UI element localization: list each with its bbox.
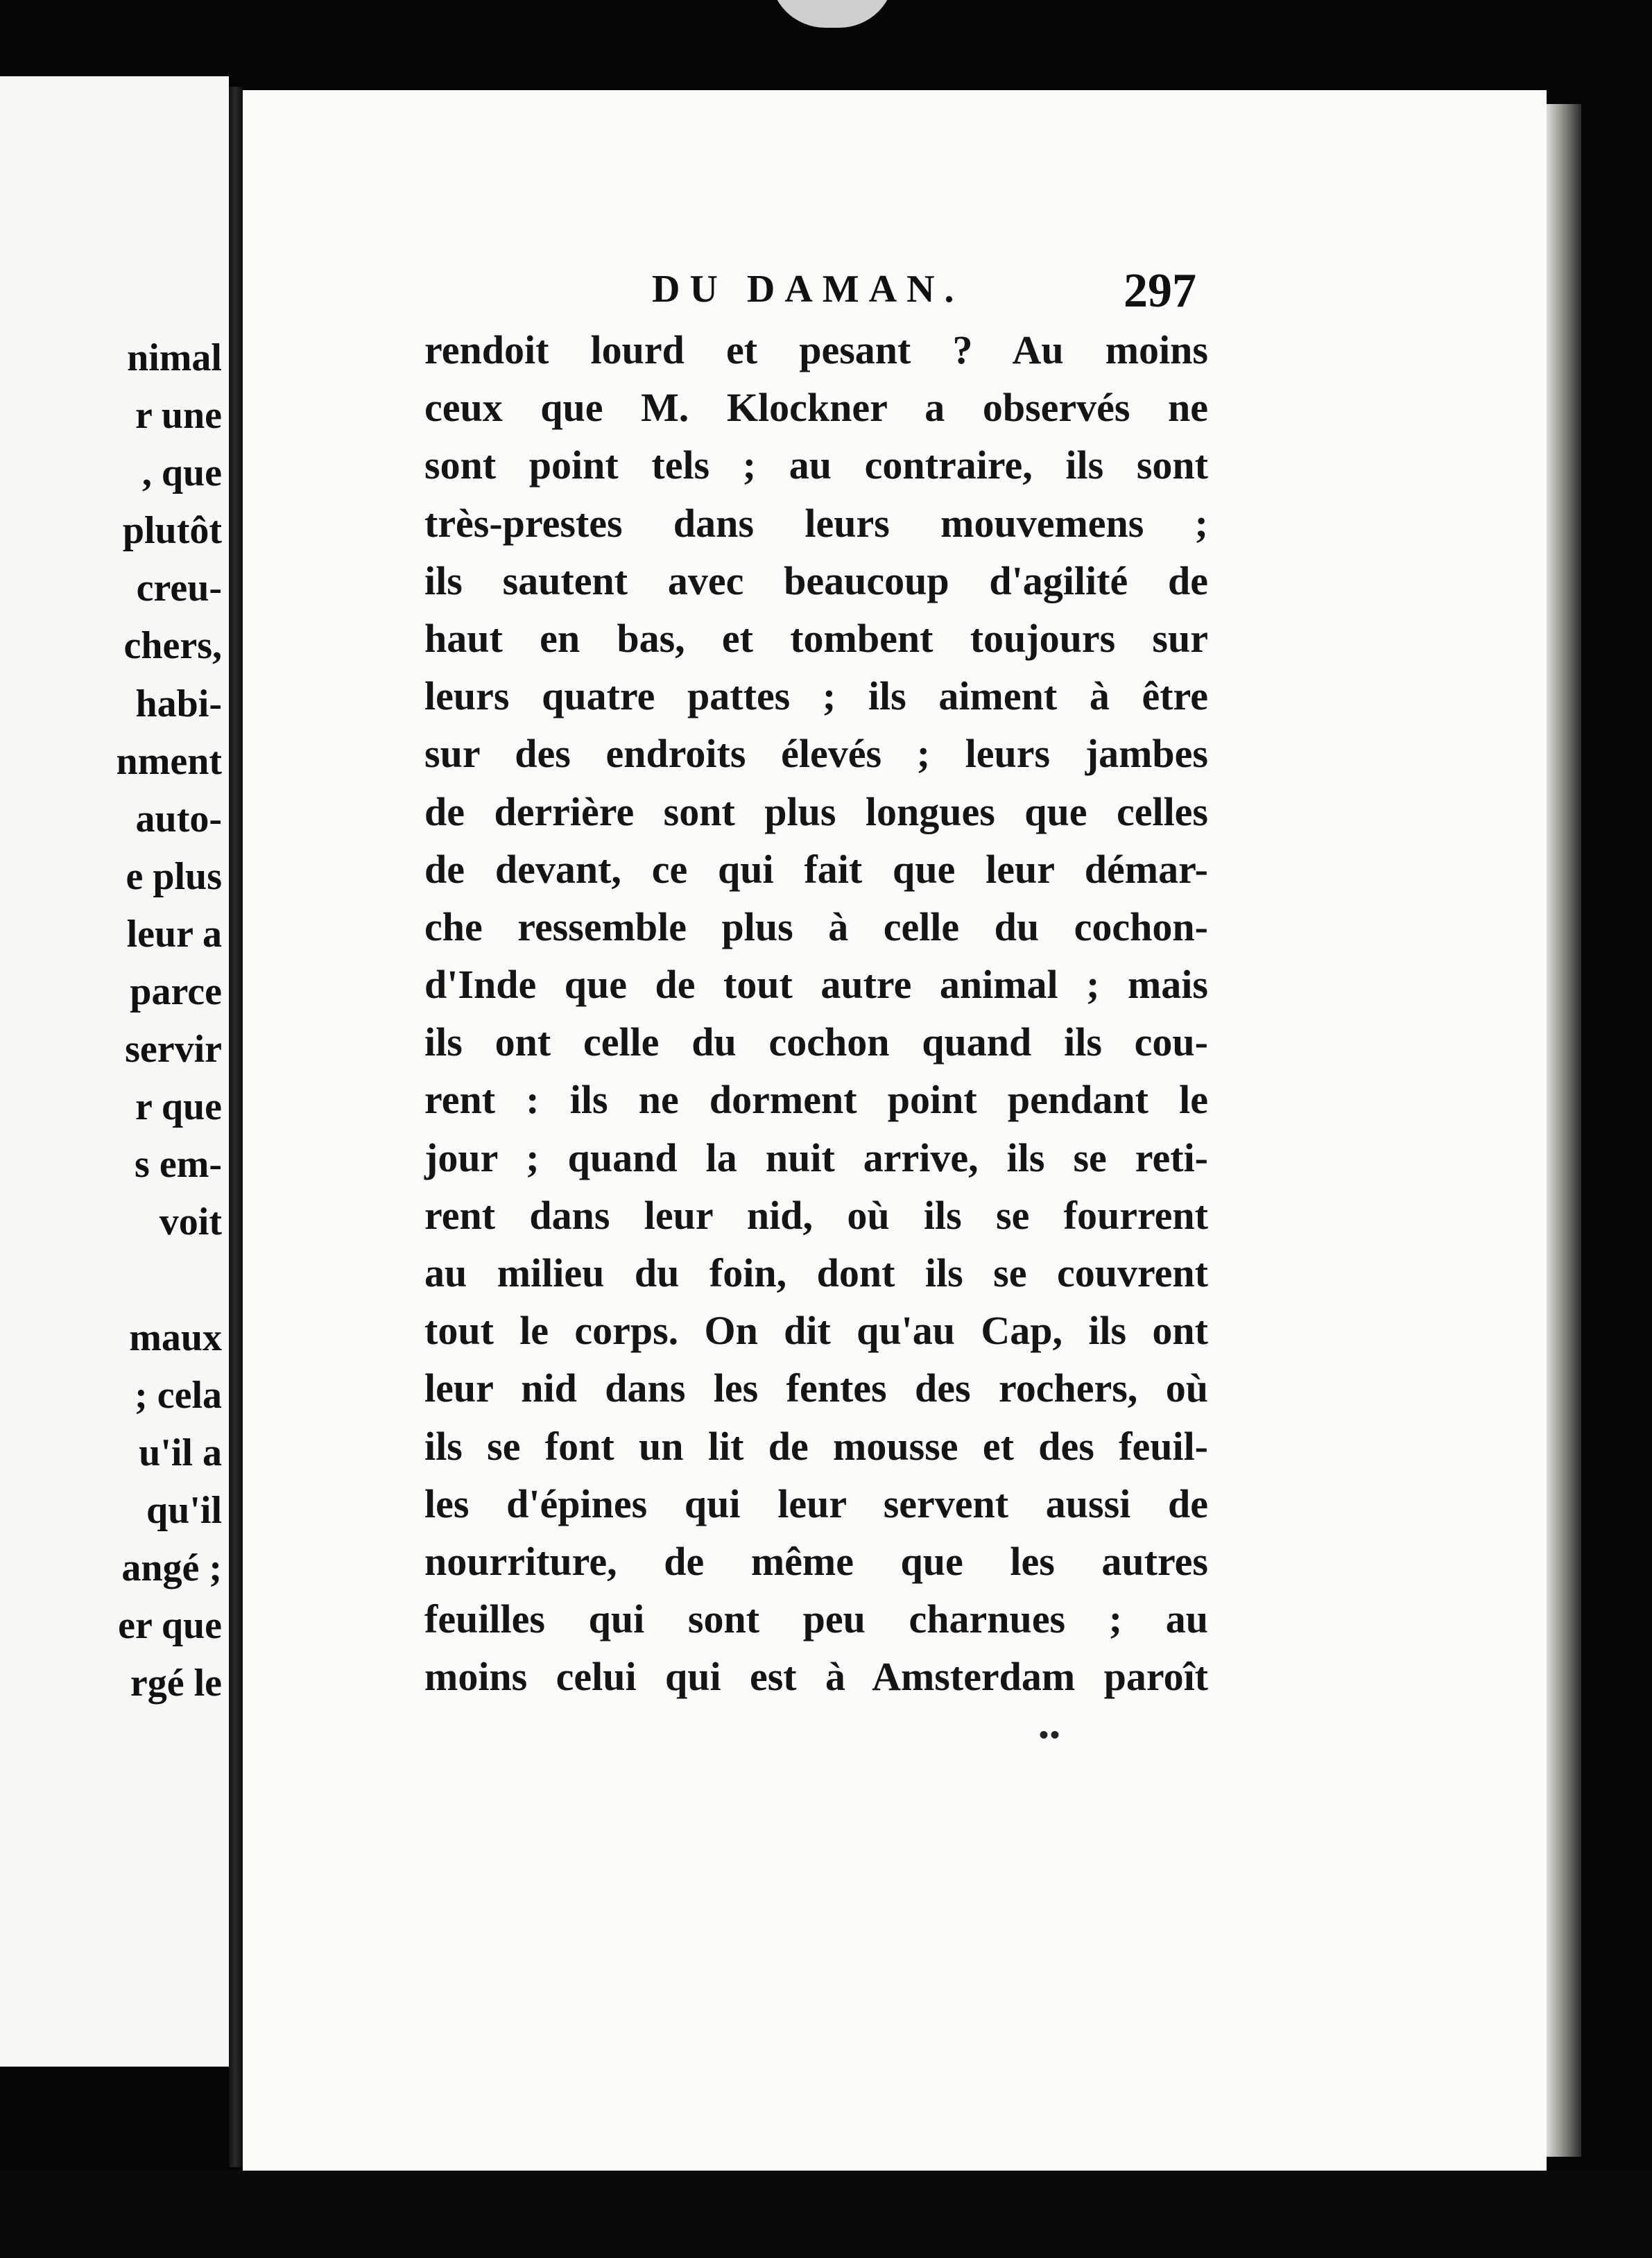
left-page-line: voit bbox=[159, 1200, 222, 1244]
text-line: d'Inde que de tout autre animal ; mais bbox=[424, 962, 1208, 1008]
running-head: DU DAMAN. bbox=[652, 268, 964, 311]
text-line: feuilles qui sont peu charnues ; au bbox=[424, 1596, 1208, 1642]
page-number: 297 bbox=[1124, 264, 1196, 318]
left-page-line: r une bbox=[135, 394, 222, 438]
left-page-line: habi- bbox=[135, 682, 222, 725]
text-line: moins celui qui est à Amsterdam paroît bbox=[424, 1654, 1208, 1700]
left-page-line: auto- bbox=[135, 797, 222, 841]
text-line: rent dans leur nid, où ils se fourrent bbox=[424, 1192, 1208, 1238]
text-line: haut en bas, et tombent toujours sur bbox=[424, 615, 1208, 661]
signature-mark: •• bbox=[1039, 1719, 1062, 1750]
left-page-line: er que bbox=[118, 1604, 222, 1648]
text-line: très-prestes dans leurs mouvemens ; bbox=[424, 500, 1208, 546]
text-line: leur nid dans les fentes des rochers, où bbox=[424, 1365, 1208, 1411]
left-page-line: creu- bbox=[136, 567, 222, 610]
text-line: ils sautent avec beaucoup d'agilité de bbox=[424, 558, 1208, 603]
body-text bbox=[424, 321, 1208, 1706]
text-line: ils ont celle du cochon quand ils cou- bbox=[424, 1019, 1208, 1065]
left-page-line bbox=[14, 1252, 229, 1309]
left-page-text bbox=[14, 329, 229, 1712]
text-line: rent : ils ne dorment point pendant le bbox=[424, 1077, 1208, 1123]
left-page-line: , que bbox=[141, 451, 222, 495]
scan-bottom-border bbox=[0, 2171, 1652, 2258]
left-page-line: nment bbox=[116, 739, 222, 783]
page-edge-shadow bbox=[1547, 104, 1581, 2157]
text-line: de derrière sont plus longues que celles bbox=[424, 788, 1208, 834]
left-page-line: e plus bbox=[126, 854, 222, 898]
left-page-line: angé ; bbox=[121, 1546, 222, 1589]
text-line: de devant, ce qui fait que leur démar- bbox=[424, 846, 1208, 892]
left-page-line: parce bbox=[130, 970, 222, 1014]
left-page-line: ; cela bbox=[135, 1373, 222, 1417]
text-line: ils se font un lit de mousse et des feuil- bbox=[424, 1423, 1208, 1469]
text-line: nourriture, de même que les autres bbox=[424, 1538, 1208, 1584]
left-page-line: qu'il bbox=[146, 1488, 222, 1532]
left-page-line: nimal bbox=[127, 336, 222, 379]
text-line: jour ; quand la nuit arrive, ils se reti- bbox=[424, 1135, 1208, 1180]
book-gutter bbox=[229, 87, 243, 2167]
text-line: leurs quatre pattes ; ils aiment à être bbox=[424, 673, 1208, 719]
left-page-line: chers, bbox=[123, 624, 222, 668]
left-page-line: leur a bbox=[126, 912, 222, 956]
left-page-line: s em- bbox=[135, 1143, 222, 1187]
text-line: tout le corps. On dit qu'au Cap, ils ont bbox=[424, 1308, 1208, 1354]
left-page-line: rgé le bbox=[130, 1662, 222, 1705]
text-line: sont point tels ; au contraire, ils sont bbox=[424, 442, 1208, 488]
text-line: les d'épines qui leur servent aussi de bbox=[424, 1481, 1208, 1526]
left-page-line: u'il a bbox=[139, 1431, 222, 1474]
text-line: sur des endroits élevés ; leurs jambes bbox=[424, 731, 1208, 777]
text-line: rendoit lourd et pesant ? Au moins bbox=[424, 327, 1208, 372]
text-line: au milieu du foin, dont ils se couvrent bbox=[424, 1250, 1208, 1295]
left-page-line: maux bbox=[129, 1316, 222, 1359]
left-page-line: plutôt bbox=[122, 509, 222, 553]
text-line: che ressemble plus à celle du cochon- bbox=[424, 904, 1208, 949]
left-page-line: r que bbox=[135, 1085, 222, 1129]
left-page bbox=[0, 76, 229, 2067]
text-line: ceux que M. Klockner a observés ne bbox=[424, 385, 1208, 431]
left-page-line: servir bbox=[125, 1028, 222, 1071]
